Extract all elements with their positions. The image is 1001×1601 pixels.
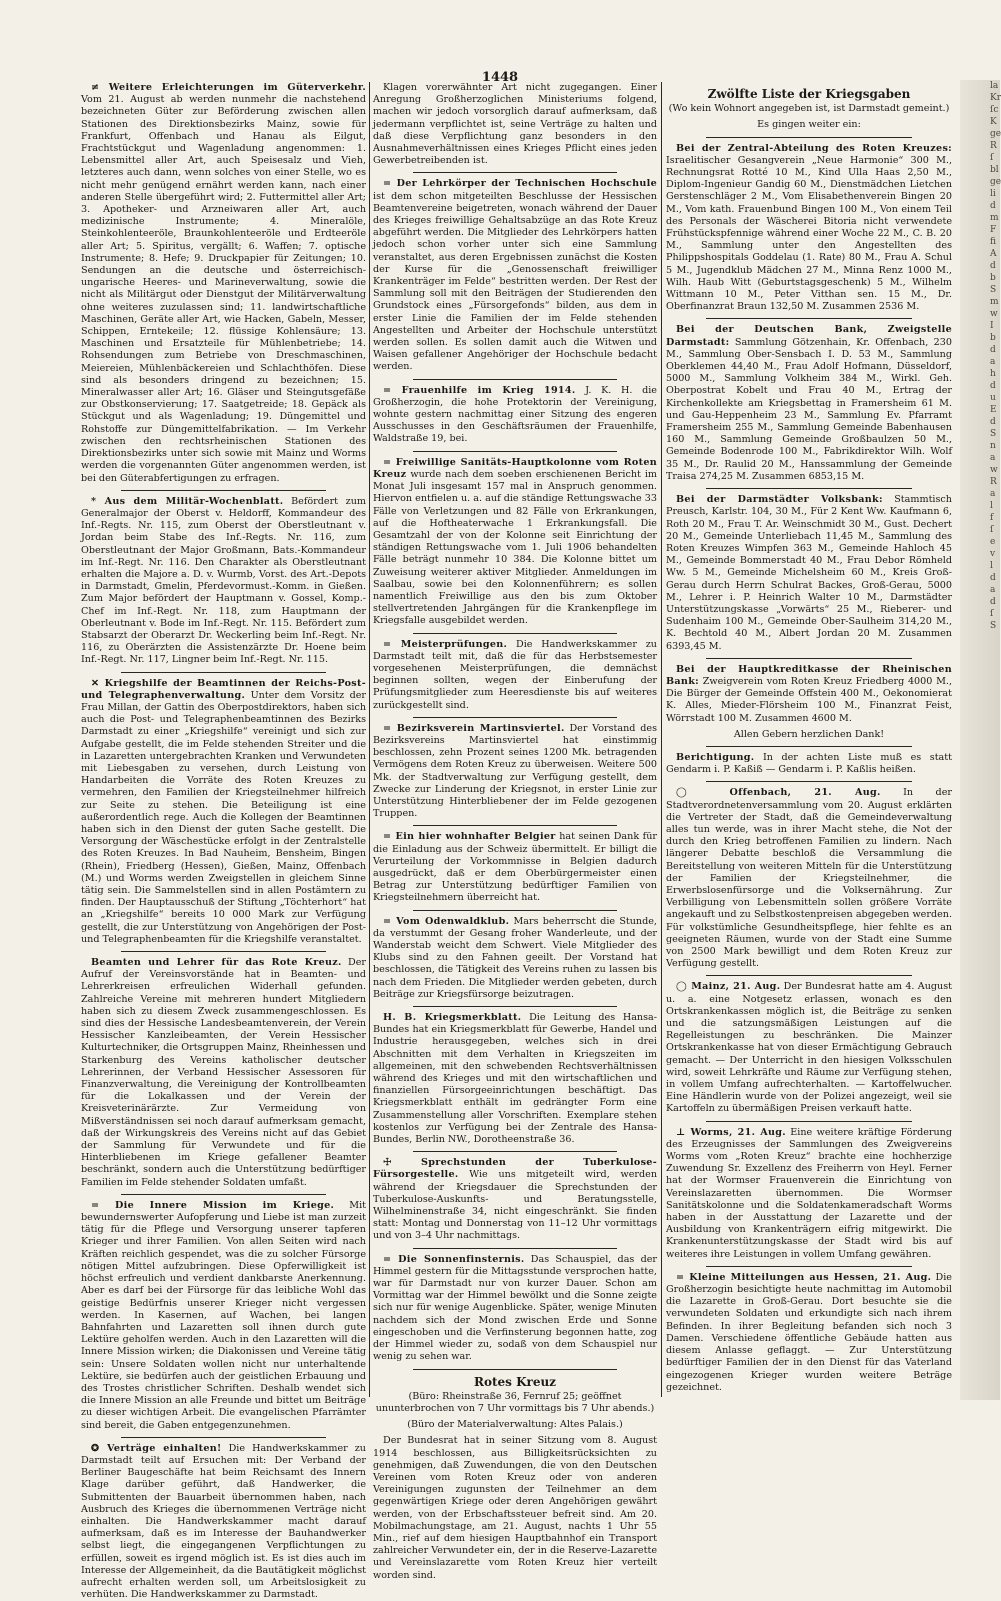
article-text: Die Handwerkskammer zu Darmstadt teilt mit, daß die für das Herbstsemester vorgesehenen Meisterprüfungen, die demnächst beginnen sollten, wegen der Einberufung der Prüfungsmitglieder zum Heeresdienste bis auf weiteres zurückgestellt sind. (373, 638, 657, 711)
edge-fragment: e (990, 537, 996, 547)
edge-fragment: la (990, 81, 999, 91)
edge-fragment: ſc (990, 105, 999, 115)
article-separator (706, 975, 912, 976)
edge-fragment: d (990, 381, 996, 391)
article-heading: = Bezirksverein Martinsviertel. (383, 722, 565, 734)
article-paragraph (666, 494, 952, 653)
edge-fragment: b (990, 333, 996, 343)
article-separator (413, 1369, 617, 1370)
article-text: Die Handwerkskammer zu Darmstadt teilt auf Ersuchen mit: Der Verband der Berliner Baugeschäfte hat beim Reichsamt des Innern Klage darüber geführt, daß Handwerker, die Submittenten der Bauarbeit übernommen haben, nach Ausbruch des Krieges die übernommenen Verträge nicht einhalten. Die Handwerkskammer macht darauf aufmerksam, daß es im Interesse der Bauhandwerker selbst liegt, die eingegangenen Verpflichtungen zu erfüllen, soweit es irgend möglich ist. Es ist dies auch im Interesse der Allgemeinheit, da die Bautätigkeit möglichst aufrecht erhalten werden soll, um Arbeitslosigkeit zu verhüten. Die Handwerkskammer zu Darmstadt. (81, 1442, 366, 1601)
article-separator (706, 1121, 912, 1122)
section-note: (Büro der Materialverwaltung: Altes Palais.) (407, 1419, 623, 1431)
article-paragraph (81, 678, 366, 946)
edge-fragment: d (990, 261, 996, 271)
edge-fragment: ge (990, 177, 1001, 187)
article-text: In der achten Liste muß es statt Gendarm i. P. Kaßiß — Gendarm i. P. Kaßlis heißen. (666, 751, 952, 776)
article-paragraph (666, 143, 952, 314)
article-heading: ✪ Verträge einhalten! (91, 1442, 222, 1454)
article-text: J. K. H. die Großherzogin, die hohe Protektorin der Vereinigung, wohnte gestern nachmittag einer Sitzung des engeren Ausschusses in den Geschäftsräumen der Frauenhilfe, Waldstraße 19, bei. (373, 384, 657, 445)
article-paragraph (666, 324, 952, 483)
article-paragraph (81, 496, 366, 667)
article-separator (413, 1151, 617, 1152)
edge-fragment: bl (990, 165, 999, 175)
edge-fragment: ge (990, 129, 1001, 139)
article-paragraph (373, 82, 657, 167)
article-separator (121, 672, 326, 673)
column-divider (369, 82, 370, 1397)
article-separator (706, 1266, 912, 1267)
edge-fragment: K (990, 117, 997, 127)
section-title: Zwölfte Liste der Kriegsgaben (707, 87, 911, 101)
article-heading: = Frauenhilfe im Krieg 1914. (383, 384, 576, 396)
article-heading: ⊥ Worms, 21. Aug. (676, 1126, 786, 1138)
article-heading: = Die Innere Mission im Kriege. (91, 1199, 335, 1211)
article-paragraph (81, 1443, 366, 1601)
edge-fragment: S (990, 621, 997, 631)
article-separator (413, 825, 617, 826)
article-heading: Bei der Hauptkreditkasse der Rheinischen Bank: (666, 663, 952, 687)
edge-fragment: d (990, 345, 996, 355)
edge-fragment: S (990, 429, 997, 439)
edge-fragment: a (990, 453, 996, 463)
article-separator (706, 488, 912, 489)
article-heading: = Meisterprüfungen. (383, 638, 508, 650)
article-heading: ◯ Offenbach, 21. Aug. (676, 787, 881, 799)
article-heading: Bei der Deutschen Bank, Zweigstelle Darmstadt: (666, 324, 952, 348)
article-separator (706, 137, 912, 138)
article-paragraph (81, 957, 366, 1189)
article-paragraph (373, 178, 657, 373)
article-paragraph (373, 1012, 657, 1146)
edge-fragment: a (990, 585, 996, 595)
edge-fragment: S (990, 285, 997, 295)
article-heading: ✕ Kriegshilfe der Beamtinnen der Reichs-Post- und Telegraphenverwaltung. (81, 677, 366, 701)
article-paragraph (81, 1200, 366, 1432)
section-note: Es gingen weiter ein: (757, 119, 861, 131)
edge-fragment: h (990, 369, 996, 379)
article-text: Israelitischer Gesangverein „Neue Harmonie“ 300 M., Rechnungsrat Rotté 10 M., Kind Ulla Haas 2,50 M., Diplom-Ingenieur Gandig 60 M., Dienstmädchen Lietchen Gerstenschläger 2 M., Vom Elisabethenverein Bingen 20 M., Vom kath. Frauenbund Bingen 100 M., Von einem Teil des Personals der Wäscherei Bitoria nicht verwendete Frühstückspfennige während einer Woche 22 M., C. B. 20 M., Sammlung unter den Angestellten des Philippshospitals Goddelau (1. Rate) 80 M., Frau A. Schul 5 M., Jugendklub Mädchen 27 M., Minna Renz 1000 M., Wilh. Haub Witt (Geburtstagsgeschenk) 5 M., Wilhelm Wittmann 10 M., Peter Vitthan sen. 15 M., Dr. Oberfinanzrat Braun 132,50 M. Zusammen 2536 M. (666, 154, 952, 313)
section-subtitle: (Büro: Rheinstraße 36, Fernruf 25; geöffnet ununterbrochen von 7 Uhr vormittags bis 7 Uhr abends.) (375, 1390, 655, 1414)
article-text: Sammlung Götzenhain, Kr. Offenbach, 230 M., Sammlung Ober-Sensbach I. D. 53 M., Sammlung Oberklemen 44,40 M., Frau Adolf Hofmann, Düsseldorf, 5000 M., Sammlung Volkheim 384 M., Wirkl. Geh. Oberpostrat Kobelt und Frau 40 M., Ertrag der Kirchenkollekte am Kriegsbettag in Framersheim 61 M. und Gau-Heppenheim 23 M., Sammlung Ev. Pfarramt Framersheim 255 M., Sammlung Gemeinde Babenhausen 160 M., Sammlung Gemeinde Großbaulzen 50 M., Gemeinde Bodenrode 100 M., Fabrikdirektor Wilh. Wolf 35 M., Dr. Raulid 20 M., Hanssammlung der Gemeinde Traisa 274,25 M. Zusammen 6853,15 M. (666, 336, 952, 482)
edge-fragment: a (990, 357, 996, 367)
article-separator (706, 318, 912, 319)
article-heading: Beamten und Lehrer für das Rote Kreuz. (91, 957, 342, 969)
edge-fragment: w (990, 309, 998, 319)
edge-fragment: ſ (990, 153, 994, 163)
adjacent-page-edge (960, 80, 1000, 1400)
article-text: ist dem schon mitgeteilten Beschlusse der Hessischen Beamtenvereine beigetreten, wonach während der Dauer des Krieges freiwillige Gehaltsabzüge an das Rote Kreuz abgeführt werden. Die Mitglieder des Lehrkörpers hatten jedoch schon vorher unter sich eine Sammlung veranstaltet, aus deren Ergebnissen zunächst die Kosten der Kurse für die „Genossenschaft freiwilliger Krankenträger im Felde“ bestritten werden. Der Rest der Sammlung soll mit den Beiträgen der Studierenden den Grundstock eines „Fürsorgefonds“ bilden, aus dem in erster Linie die Familien der im Felde stehenden Angestellten und Arbeiter der Hochschule unterstützt werden sollen. Es sollen damit auch die Witwen und Waisen gefallener Angehöriger der Hochschule bedacht werden. (373, 190, 657, 373)
edge-fragment: F (990, 225, 997, 235)
article-heading: ☩ Sprechstunden der Tuberkulose-Fürsorgestelle. (373, 1157, 657, 1181)
closing-line: Allen Gebern herzlichen Dank! (733, 728, 885, 740)
article-paragraph (666, 981, 952, 1115)
article-separator (706, 781, 912, 782)
article-paragraph (373, 723, 657, 821)
article-text: Unter dem Vorsitz der Frau Millan, der Gattin des Oberpostdirektors, haben sich auch die Post- und Telegraphenbeamtinnen des Bezirks Darmstadt zu einer „Kriegshilfe“ vereinigt und sich zur Aufgabe gestellt, die im Felde stehenden Streiter und die in Lazaretten untergebrachten Kranken und Verwundeten mit Liebesgaben zu versehen, durch Leistung von Handarbeiten die Vorräte des Roten Kreuzes zu vermehren, den Familien der Kriegsteilnehmer hilfreich zur Seite zu stehen. Die Beteiligung ist eine außerordentlich rege. Auch die Kollegen der Beamtinnen haben sich in den Dienst der guten Sache gestellt. Die Versorgung der Wäschestücke erfolgt in der Zentralstelle des Roten Kreuzes. In Bad Nauheim, Bensheim, Bingen (Rhein), Friedberg (Hessen), Gießen, Mainz, Offenbach (M.) und Worms werden Zweigstellen in gleichem Sinne tätig sein. Die Sammelstellen sind in allen Postämtern zu finden. Der Hauptausschuß der Stiftung „Töchterhort“ hat an „Kriegshilfe“ bereits 10 000 Mark zur Verfügung gestellt, die zur Unterstützung von Angehörigen der Post- und Telegraphenbeamten für die Kriegshilfe veranstaltet. (81, 689, 366, 945)
article-text: Die Großherzogin besichtigte heute nachmittag im Automobil die Lazarette in Groß-Gerau. Dort besuchte sie die verwundeten Soldaten und erkundigte sich nach ihrem Befinden. In ihrer Begleitung befanden sich noch 3 Damen. Verschiedene öffentliche Gebäude hatten aus diesem Anlasse geflaggt. — Zur Unterstützung bedürftiger Familien der in den Dienst für das Vaterland eingezogenen Krieger wurden weitere Beträge gezeichnet. (666, 1271, 952, 1393)
page-number: 1448 (481, 70, 519, 85)
edge-fragment: fi (990, 237, 997, 247)
article-separator (706, 746, 912, 747)
section-subtitle: (Wo kein Wohnort angegeben ist, ist Darmstadt gemeint.) (668, 103, 950, 115)
article-heading: = Freiwillige Sanitäts-Hauptkolonne vom Roten Kreuz (373, 456, 657, 480)
article-paragraph (373, 639, 657, 712)
article-text: Zweigverein vom Roten Kreuz Friedberg 4000 M., Die Bürger der Gemeinde Offstein 400 M., Oekonomierat K. Alles, Mieder-Flörsheim 100 M., Finanzrat Feist, Wörrstadt 100 M. Zusammen 4600 M. (666, 675, 952, 724)
article-paragraph (81, 82, 366, 485)
article-text: Vom 21. August ab werden nunmehr die nachstehend bezeichneten Güter zur Beförderung zwischen allen Stationen des Direktionsbezirks Mainz, sowie für Frankfurt, Offenbach und Hanau als Eilgut, Frachtstückgut und Wagenladung angenommen: 1. Lebensmittel aller Art, auch Speisesalz und Vieh, letzteres auch dann, wenn solches von einer Stelle, wo es nicht mehr genügend ernährt werden kann, nach einer anderen Stelle übergeführt wird; 2. Futtermittel aller Art; 3. Apotheker- und Arzneiwaren aller Art, auch medizinische Instrumente; 4. Mineralöle, Steinkohlenteeröle, Braunkohlenteeröle und Erdteeröle aller Art; 5. Spiritus, vergällt; 6. Waffen; 7. optische Instrumente; 8. Hefe; 9. Druckpapier für Zeitungen; 10. Sendungen an die deutsche und österreichisch-ungarische Heeres- und Marineverwaltung, sowie die nicht als Militärgut oder Dienstgut der Militärverwaltung ohne weiteres zuzulassen sind; 11. landwirtschaftliche Maschinen, Geräte aller Art, wie Hacken, Gabeln, Messer, Schippen, Erntekeile; 12. flüssige Kohlensäure; 13. Maschinen und Ersatzteile für Mühlenbetriebe; 14. Rohsendungen zum Betriebe von Dreschmaschinen, Meiereien, Mühlenbäckereien und Schlachthöfen. Diese sind als besonders dringend zu bezeichnen; 15. Mineralwasser aller Art; 16. Gläser und Steingutsgefäße zur Obstkonservierung; 17. Saatgetreide; 18. Gepäck als Stückgut und als Wagenladung; 19. Düngemittel und Rohstoffe zur Düngemittelfabrikation. — Im Verkehr zwischen den rechtsrheinischen Stationen des Direktionsbezirks unter sich sowie mit Mainz und Worms werden die vorgenannten Güter angenommen werden, ist bei den Güterabfertigungen zu erfragen. (81, 94, 366, 484)
article-paragraph (666, 787, 952, 970)
article-paragraph (373, 1435, 657, 1581)
edge-fragment: m (990, 297, 999, 307)
article-separator (413, 1006, 617, 1007)
column-left (81, 82, 367, 1601)
edge-fragment: v (990, 549, 996, 559)
edge-fragment: l (990, 561, 993, 571)
article-heading: = Kleine Mitteilungen aus Hessen, 21. Aug. (676, 1271, 932, 1283)
article-text: Wie uns mitgeteilt wird, werden während der Kriegsdauer die Sprechstunden der Tuberkulose-Auskunfts- und Beratungsstelle, Wilhelminenstraße 34, nicht eingeschränkt. Sie finden statt: Montag und Donnerstag von 11–12 Uhr vormittags und von 3–4 Uhr nachmittags. (373, 1169, 657, 1242)
edge-fragment: l (990, 501, 993, 511)
article-text: Der Bundesrat hatte am 4. August u. a. eine Notgesetz erlassen, wonach es den Ortskrankenkassen möglich ist, die Beiträge zu senken und die satzungsmäßigen Leistungen auf die Regelleistungen zu beschränken. Die Mainzer Ortskrankenkasse hat von dieser Ermächtigung Gebrauch gemacht. — Der Unterricht in den hiesigen Volksschulen wird, soweit Lehrkräfte und Räume zur Verfügung stehen, in vollem Umfang aufrechterhalten. — Kartoffelwucher. Eine Händlerin wurde von der Polizei angezeigt, weil sie Kartoffeln zu übermäßigen Preisen verkauft hatte. (666, 981, 952, 1115)
article-separator (413, 451, 617, 452)
article-heading: Bei der Darmstädter Volksbank: (676, 494, 883, 506)
article-separator (413, 379, 617, 380)
edge-fragment: R (990, 141, 997, 151)
edge-fragment: m (990, 213, 999, 223)
article-text: Der Bundesrat hat in seiner Sitzung vom 8. August 1914 beschlossen, aus Billigkeitsrücksichten zu genehmigen, daß Zuwendungen, die von den Deutschen Vereinen vom Roten Kreuz oder von anderen Vereinigungen zugunsten der Teilnehmer an dem gegenwärtigen Kriege oder deren Angehörigen gewährt werden, von der Erbschaftssteuer befreit sind. Am 20. Mobilmachungstage, am 21. August, nachts 1 Uhr 55 Min., rief auf dem hiesigen Hauptbahnhof ein Transport zahlreicher Verwundeter ein, der in die Reserve-Lazarette und Vereinslazarette vom Roten Kreuz hier verteilt worden sind. (373, 1435, 657, 1581)
article-separator (121, 490, 326, 491)
article-heading: = Vom Odenwaldklub. (383, 915, 510, 927)
article-paragraph (666, 664, 952, 725)
article-paragraph (373, 916, 657, 1001)
article-separator (121, 1194, 326, 1195)
article-text: Klagen vorerwähnter Art nicht zugegangen. Einer Anregung Großherzoglichen Ministeriums folgend, machen wir jedoch vorsorglich darauf aufmerksam, daß jedermann verpflichtet ist, seine Verträge zu halten und daß diese Verpflichtung ganz besonders in den Ausnahmeverhältnissen eines Krieges Pflicht eines jeden Gewerbetreibenden ist. (373, 82, 657, 167)
article-heading: = Der Lehrkörper der Technischen Hochschule (383, 178, 657, 190)
article-text: hat seinen Dank für die Einladung aus der Schweiz übermittelt. Er billigt die Verurteilung der Vorkommnisse in Belgien dadurch ausgedrückt, daß er dem Oberbürgermeister einen Betrag zur Unterstützung bedürftiger Familien von Kriegsteilnehmern überreicht hat. (373, 831, 657, 904)
article-heading: ◯ Mainz, 21. Aug. (676, 981, 781, 993)
edge-fragment: R (990, 477, 997, 487)
article-heading: * Aus dem Militär-Wochenblatt. (91, 495, 284, 507)
article-separator (121, 951, 326, 952)
article-separator (413, 717, 617, 718)
edge-fragment: a (990, 489, 996, 499)
article-heading: = Ein hier wohnhafter Belgier (383, 831, 556, 843)
article-separator (413, 172, 617, 173)
edge-fragment: f (990, 513, 994, 523)
article-separator (706, 658, 912, 659)
article-paragraph (666, 1127, 952, 1261)
edge-fragment: u (990, 393, 996, 403)
article-separator (413, 1248, 617, 1249)
column-right (666, 82, 952, 1397)
edge-fragment: d (990, 201, 996, 211)
edge-fragment: d (990, 597, 996, 607)
edge-fragment: b (990, 273, 996, 283)
article-text: Eine weitere kräftige Förderung des Erzeugnisses der Sammlungen des Zweigvereins Worms vom „Roten Kreuz“ brachte eine hochherzige Zuwendung Sr. Exzellenz des Freiherrn von Heyl. Ferner hat der Wormser Frauenverein die Einrichtung von Vereinslazaretten übernommen. Die Wormser Sanitätskolonne und die Soldatenkameradschaft Worms haben in der Ausstattung der Lazarette und der Ausbildung von Krankenträgern eifrig mitgewirkt. Die Krankenunterstützungskasse der Stadt wird bis auf weiteres ihre Leistungen in vollem Umfang gewähren. (666, 1126, 952, 1260)
article-text: Der Vorstand des Bezirksvereins Martinsviertel hat einstimmig beschlossen, zehn Prozent seines 1200 Mk. betragenden Vermögens dem Roten Kreuz zu überweisen. Weitere 500 Mk. der Stadtverwaltung zur Verfügung gestellt, dem Zwecke zur Linderung der Kriegsnot, in erster Linie zur Unterstützung Hinterbliebener der im Felde gezogenen Truppen. (373, 722, 657, 820)
article-text: Das Schauspiel, das der Himmel gestern für die Mittagsstunde versprochen hatte, war für Darmstadt nur von kurzer Dauer. Schon am Vormittag war der Himmel bewölkt und die Sonne zeigte sich nur für wenige Augenblicke. Später, wenige Minuten nachdem sich der Mond zwischen Erde und Sonne eingeschoben und die Verfinsterung begonnen hatte, zog der Himmel wieder zu, sodaß von dem Schauspiel nur wenig zu sehen war. (373, 1253, 657, 1363)
article-paragraph (373, 457, 657, 628)
edge-fragment: w (990, 465, 998, 475)
article-paragraph (373, 1254, 657, 1364)
article-text: Mars beherrscht die Stunde, da verstummt der Gesang froher Wanderleute, und der Wanderstab weicht dem Schwert. Viele Mitglieder des Klubs sind zu den Fahnen geeilt. Der Vorstand hat beschlossen, die Tätigkeit des Vereins ruhen zu lassen bis nach dem Frieden. Die Mitglieder werden gebeten, durch Beiträge zur Kriegsfürsorge beizutragen. (373, 915, 657, 1000)
article-text: wurde nach dem soeben erschienenen Bericht im Monat Juli insgesamt 157 mal in Anspruch genommen. Hiervon entfielen u. a. auf die ständige Rettungswache 33 Fälle von Verletzungen und 82 Fälle von Erkrankungen, auf die Hoftheaterwache 1 Erkrankungsfall. Die Gesamtzahl der von der Kolonne seit Einrichtung der ständigen Rettungswache vom 1. Juli 1906 behandelten Fälle beträgt nunmehr 10 384. Die Kolonne bittet um Zuweisung weiterer aktiver Mitglieder. Anmeldungen im Saalbau, sowie bei den Kolonnenführern; es sollen namentlich Freiwillige aus den bis zum Oktober stellvertretenden Jahrgängen für die Krankenpflege im Kriegsfalle ausgebildet werden. (373, 468, 657, 627)
article-separator (121, 1437, 326, 1438)
edge-fragment: d (990, 573, 996, 583)
edge-fragment: li (990, 189, 996, 199)
article-heading: = Die Sonnenfinsternis. (383, 1253, 525, 1265)
article-separator (413, 910, 617, 911)
edge-fragment: ſ (990, 525, 994, 535)
article-text: Mit bewundernswerter Aufopferung und Liebe ist man zurzeit tätig für die Pflege und Versorgung unserer tapferen Krieger und ihrer Familien. Von allen Seiten wird nach Kräften reichlich gespendet, was die zu solcher Fürsorge nötigen Mittel aufzubringen. Diese Opferwilligkeit ist höchst erfreulich und verdient dankbarste Anerkennung. Aber es darf bei der Fürsorge für das leibliche Wohl das geistige Bedürfnis unserer Krieger nicht vergessen werden. In Kasernen, auf Wachen, bei langen Bahnfahrten und Lazaretten soll ihnen durch gute Lektüre geholfen werden. Auch in den Lazaretten will die Innere Mission wirken; die Diakonissen und Vereine tätig sein: Unsere Soldaten wollen nicht nur unterhaltende Lektüre, sie bedürfen auch der geistlichen Erbauung und des Trostes christlicher Schriften. Deshalb wendet sich die Innere Mission an alle Freunde und bittet um Beiträge zu dieser wichtigen Arbeit. Die evangelischen Pfarrämter sind bereit, die Gaben entgegenzunehmen. (81, 1199, 366, 1431)
column-divider (661, 82, 662, 1397)
article-heading: Bei der Zentral-Abteilung des Roten Kreuzes: (676, 142, 952, 154)
article-text: Die Leitung des Hansa-Bundes hat ein Kriegsmerkblatt für Gewerbe, Handel und Industrie herausgegeben, welches sich in drei Abschnitten mit dem Verhalten in Kriegszeiten im allgemeinen, mit den schwebenden Rechtsverhältnissen während des Krieges und mit den wirtschaftlichen und finanziellen Fürsorgeeinrichtungen beschäftigt. Das Kriegsmerkblatt enthält im gedrängter Form eine Zusammenstellung aller Vorschriften. Exemplare stehen kostenlos zur Verfügung bei der Zentrale des Hansa-Bundes, Berlin NW., Dorotheenstraße 36. (373, 1012, 657, 1146)
article-paragraph (373, 385, 657, 446)
edge-fragment: E (990, 405, 997, 415)
article-text: Stammtisch Preusch, Karlstr. 104, 30 M., Für 2 Kent Ww. Kaufmann 6, Roth 20 M., Frau T. Ar. Weinschmidt 30 M., Gust. Dechert 20 M., Gemeinde Unterliebach 11,45 M., Sammlung des Roten Kreuzes Wimpfen 363 M., Gemeinde Hahloch 45 M., Gemeinde Bommerstadt 40 M., Frau Debor Römheld Ww. 5 M., Gemeinde Michelsheim 60 M., Kreis Groß-Gerau durch Herrn Schulrat Backes, Groß-Gerau, 5000 M., Lehrer i. P. Heinrich Walter 10 M., Darmstädter Unterstützungskasse „Vorwärts“ 25 M., Rieberer- und Sudenhaim 100 M., Gemeinde Ober-Saulheim 314,20 M., K. Bechtold 40 M., Albert Jordan 20 M. Zusammen 6393,45 M. (666, 494, 952, 652)
article-heading: Berichtigung. (676, 751, 755, 763)
article-paragraph (373, 1157, 657, 1242)
article-paragraph (666, 752, 952, 776)
article-text: Befördert zum Generalmajor der Oberst v. Heldorff, Kommandeur des Inf.-Regts. Nr. 115, zum Oberst der Oberstleutnant v. Jordan beim Stabe des Inf.-Regts. Nr. 116, zum Oberstleutnant der Major Großmann, Bats.-Kommandeur im Inf.-Regt. Nr. 116. Den Charakter als Oberstleutnant erhalten die Majore a. D. v. Wurmb, Vorst. des Art.-Depots in Darmstadt, Gmelin, Pferdevormust.-Komm. in Gießen. Zum Major befördert der Hauptmann v. Gossel, Komp.-Chef im Inf.-Regt. Nr. 118, zum Hauptmann der Oberleutnant v. Bode im Inf.-Regt. Nr. 115. Befördert zum Stabsarzt der Oberarzt Dr. Weckerling beim Inf.-Regt. Nr. 116, zu Oberärzten die Assistenzärzte Dr. Hoene beim Inf.-Regt. Nr. 117, Lingner beim Inf.-Regt. Nr. 115. (81, 495, 367, 666)
edge-fragment: I (990, 321, 994, 331)
article-heading: H. B. Kriegsmerkblatt. (383, 1012, 522, 1024)
edge-fragment: n (990, 441, 996, 451)
edge-fragment: d (990, 417, 996, 427)
article-text: Der Aufruf der Vereinsvorstände hat in Beamten- und Lehrerkreisen erfreulichen Widerhall gefunden. Zahlreiche Vereine mit mehreren hundert Mitgliedern haben sich zu diesem Zweck zusammengeschlossen. Es sind dies der Hessische Landesbeamtenverein, der Verein Hessischer Kanzleibeamten, der Verein Hessischer Kulturtechniker, die Ortsgruppen Mainz, Rheinhessen und Starkenburg des Vereins katholischer deutscher Lehrerinnen, der Verband Hessischer Assessoren für Finanzverwaltung, die Vereinigung der Kontrollbeamten für die Lokalkassen und der Verein der Kreisveterinärärzte. Zur Vermeidung von Mißverständnissen sei noch darauf aufmerksam gemacht, daß der Wirkungskreis des Vereins nicht auf das Gebiet der Sammlung für Verwundete und für die Hinterbliebenen im Kriege gefallener Beamter beschränkt, sondern auch die Unterstützung bedürftiger Familien im Felde stehender Soldaten umfaßt. (81, 957, 366, 1188)
section-title: Rotes Kreuz (473, 1374, 556, 1389)
edge-fragment: A (990, 249, 997, 259)
article-heading: ≠ Weitere Erleichterungen im Güterverkehr. (91, 82, 366, 93)
article-paragraph (373, 831, 657, 904)
article-paragraph (666, 1272, 952, 1394)
edge-fragment: Kr (990, 93, 1001, 103)
edge-fragment: ſ (990, 609, 994, 619)
column-middle (373, 82, 657, 1581)
article-text: In der Stadtverordnetenversammlung vom 20. August erklärten die Vertreter der Stadt, daß die Gemeindeverwaltung alles tun werde, was in ihrer Macht stehe, die Not der durch den Krieg betroffenen Familien zu lindern. Nach längerer Debatte beschloß die Versammlung die Bereitstellung von weiteren Mitteln für die Unterstützung der Familien der Kriegsteilnehmer, die Erwerbslosenfürsorge und die Volksernährung. Zur Verbilligung von Lebensmitteln sollen größere Vorräte angekauft und zu Selbstkostenpreisen abgegeben werden. Für volkstümliche Gesundheitspflege, hier fehlte es an geeigneten Räumen, wurde von der Stadt eine Summe von 2500 Mark bewilligt und dem Roten Kreuz zur Verfügung gestellt. (666, 787, 952, 970)
article-separator (413, 633, 617, 634)
